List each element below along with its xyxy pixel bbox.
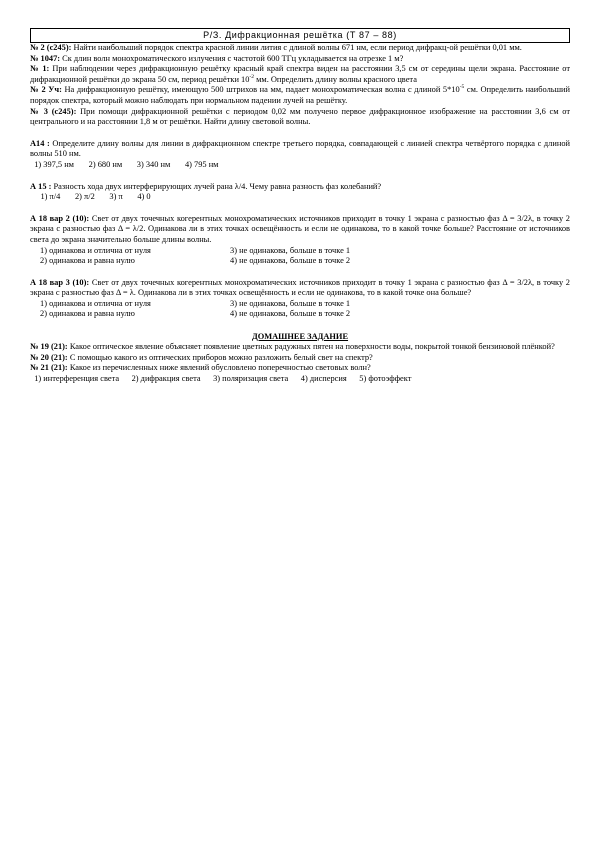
option: 4) не одинакова, больше в точке 2 — [230, 309, 351, 319]
task-3: № 1: При наблюдении через дифракционную решётку красный край спектра виден на расстоянии 3,5 см от середины щели экрана. Расстояние от дифракционной решётки до экрана 50 см, период решётки $10^{-2}$ мм. Определить длину волны красного цвета — [30, 64, 570, 84]
worksheet-header: Р/З. Дифракционная решётка (Т 87 – 88) — [30, 28, 570, 43]
option: 2) одинакова и равна нулю — [40, 256, 135, 266]
question-a15: А 15 : Разность хода двух интерферирующих лучей рана λ/4. Чему равна разность фаз колебаний? — [30, 181, 382, 191]
question-a18-v3: А 18 вар 3 (10): Свет от двух точечных когерентных монохроматических источников приходит в точку 1 экрана с разностью фаз Δ = 3/2λ, в точку 2 экрана с разностью фаз Δ = λ. Одинакова ли в этих точках освещённость и если не одинакова, то в какой точке она больше? — [30, 277, 570, 298]
option: 1) одинакова и отлична от нуля — [40, 298, 151, 308]
option: 1) одинакова и отлична от нуля — [40, 245, 151, 255]
task-1: № 2 (с245): Найти наибольший порядок спектра красной линии лития с длиной волны 671 нм, если период дифракц-ой решётки 0,01 мм. — [30, 43, 522, 52]
homework-item-21-options: 1) интерференция света 2) дифракция света 3) поляризация света 4) дисперсия 5) фотоэффект — [30, 373, 412, 383]
option: 3) не одинакова, больше в точке 1 — [230, 298, 351, 308]
question-a18-v2-options — [30, 246, 570, 267]
question-a15-options: 1) π/4 2) π/2 3) π 4) 0 — [30, 192, 151, 202]
question-a18-v2: А 18 вар 2 (10): Свет от двух точечных когерентных монохроматических источников приходит в точку 1 экрана с разностью фаз Δ = 3/2λ, в точку 2 экрана с разностью фаз Δ = λ/2. Одинакова ли в этих точках освещённость и если не одинакова, то в какой точке больше? Расстояние от источников света до экрана значительно больше длины волны. — [30, 213, 570, 244]
task-5: № 3 (с245): При помощи дифракционной решётки с периодом 0,02 мм получено первое дифракционное изображение на расстоянии 3,6 см от центрального и на расстоянии 1,8 м от решётки. Найти длину световой волны. — [30, 106, 571, 127]
homework-item-21: № 21 (21): Какое из перечисленных ниже явлений обусловлено поперечностью световых волн? — [30, 363, 371, 373]
option: 3) не одинакова, больше в точке 1 — [230, 245, 351, 255]
homework-item-19: № 19 (21): Какое оптическое явление объясняет появление цветных радужных пятен на поверхности воды, покрытой тонкой бензиновой плёнкой? — [30, 342, 555, 352]
question-a18-v3-options — [30, 299, 570, 320]
worksheet-page — [30, 28, 570, 384]
homework-title: ДОМАШНЕЕ ЗАДАНИЕ — [251, 332, 349, 342]
option: 2) одинакова и равна нулю — [40, 309, 135, 319]
homework-item-20: № 20 (21): С помощью какого из оптических приборов можно разложить белый свет на спектр? — [30, 352, 373, 362]
question-a14: А14 : Определите длину волны для линии в дифракционном спектре третьего порядка, совпадающей с линией спектра четвёртого порядка с длиной волны 510 нм. — [30, 138, 570, 159]
option: 4) не одинакова, больше в точке 2 — [230, 256, 351, 266]
task-2: № 1047: Ск длин волн монохроматического излучения с частотой 600 ТГц укладывается на отрезке 1 м? — [30, 53, 404, 63]
task-4: № 2 Уч: На дифракционную решётку, имеющую 500 штрихов на мм, падает монохроматическая волна с длиной $5*10^{-5}$ см. Определить наибольший порядок спектра, который можно наблюдать при нормальном падении лучей на решётку. — [30, 84, 571, 105]
question-a14-options: 1) 397,5 нм 2) 680 нм 3) 340 нм 4) 795 нм — [30, 159, 219, 169]
